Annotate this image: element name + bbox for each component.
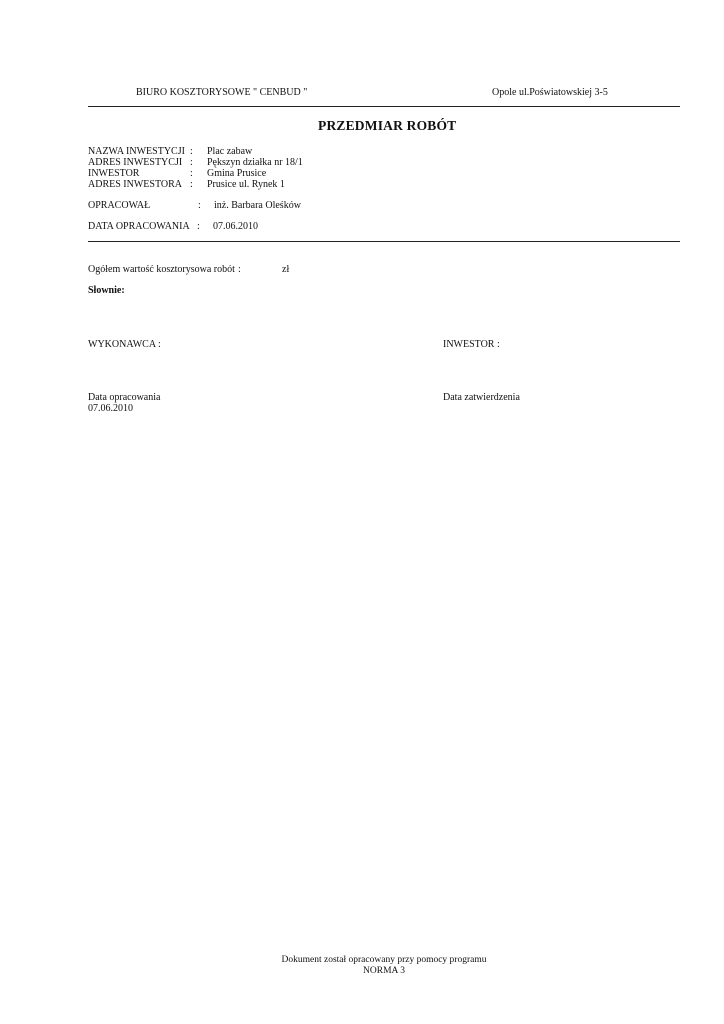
- info-label: INWESTOR: [88, 168, 140, 179]
- investor-label: INWESTOR :: [443, 339, 500, 350]
- info-label: NAZWA INWESTYCJI: [88, 146, 185, 157]
- prepared-by-label: OPRACOWAŁ: [88, 200, 151, 211]
- info-divider: [88, 241, 680, 242]
- info-value: Plac zabaw: [207, 146, 253, 157]
- prepared-by-separator: :: [198, 200, 201, 211]
- currency-label: zł: [282, 264, 290, 275]
- prep-date-value: 07.06.2010: [213, 221, 258, 232]
- total-value-label: Ogółem wartość kosztorysowa robót: [88, 264, 235, 275]
- info-separator: :: [190, 146, 193, 157]
- info-value: Prusice ul. Rynek 1: [207, 179, 285, 190]
- prep-date-label: DATA OPRACOWANIA: [88, 221, 190, 232]
- document-title: PRZEDMIAR ROBÓT: [318, 118, 457, 133]
- info-value: Gmina Prusice: [207, 168, 267, 179]
- approval-date-label: Data zatwierdzenia: [443, 392, 520, 403]
- contractor-label: WYKONAWCA :: [88, 339, 161, 350]
- total-value-separator: :: [238, 264, 241, 275]
- info-separator: :: [190, 157, 193, 168]
- footer-line: Dokument został opracowany przy pomocy programu: [281, 955, 487, 965]
- preparation-date-value: 07.06.2010: [88, 403, 133, 414]
- footer: [234, 955, 534, 977]
- company-name: BIURO KOSZTORYSOWE " CENBUD ": [136, 87, 308, 98]
- info-label: ADRES INWESTYCJI: [88, 157, 183, 168]
- info-value: Pększyn działka nr 18/1: [207, 157, 303, 168]
- info-separator: :: [190, 168, 193, 179]
- footer-program-name: NORMA 3: [363, 966, 405, 976]
- prepared-by-value: inż. Barbara Oleśków: [214, 200, 301, 211]
- info-label: ADRES INWESTORA: [88, 179, 182, 190]
- in-words-label: Słownie:: [88, 285, 125, 296]
- preparation-date-label: Data opracowania: [88, 392, 161, 403]
- header-divider: [88, 106, 680, 107]
- info-separator: :: [190, 179, 193, 190]
- company-address: Opole ul.Poświatowskiej 3-5: [492, 87, 608, 98]
- prep-date-separator: :: [197, 221, 200, 232]
